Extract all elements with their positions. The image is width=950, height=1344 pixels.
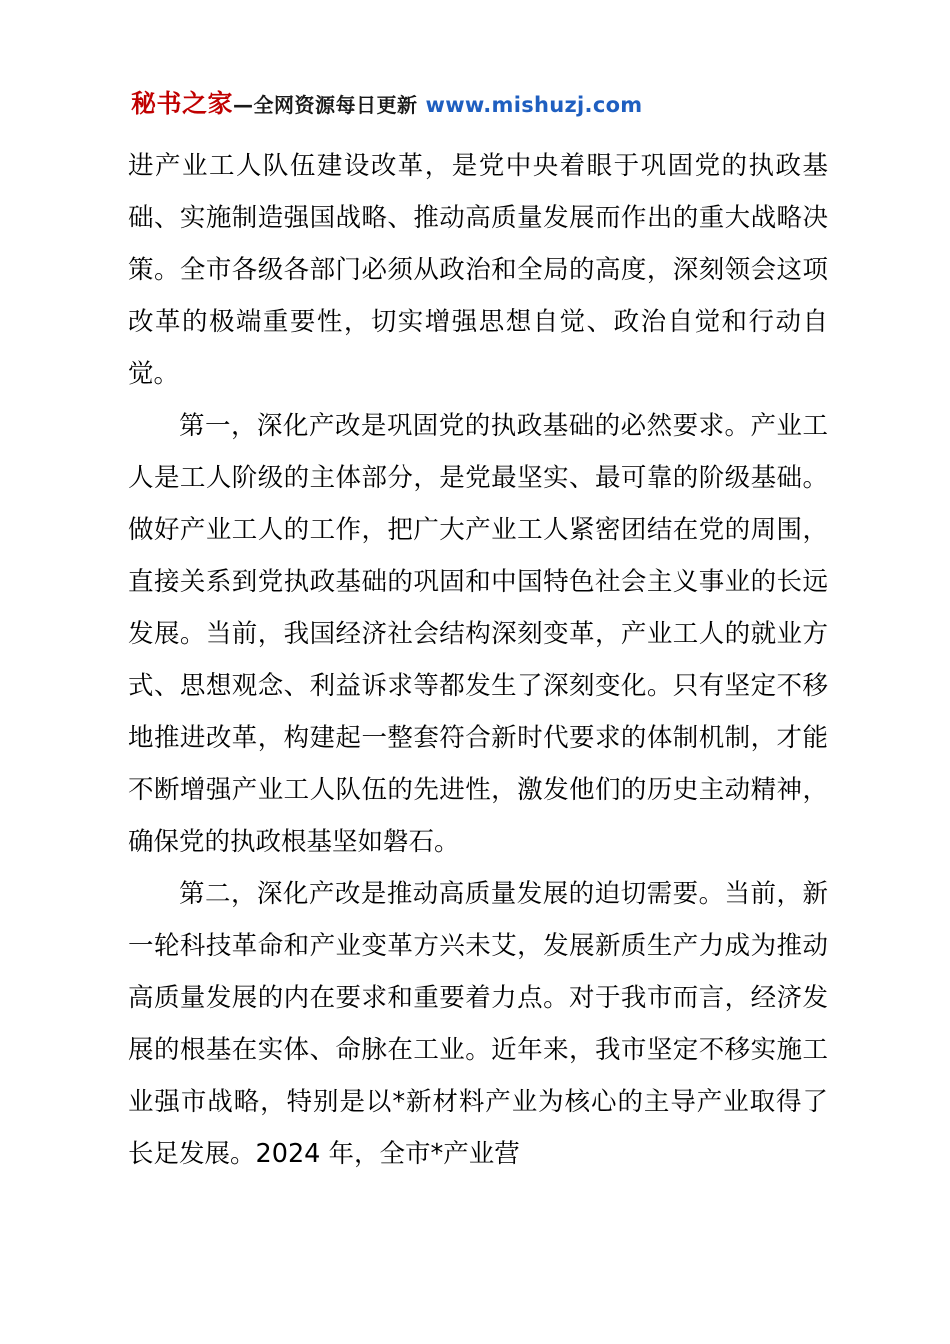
paragraph-2: 第一，深化产改是巩固党的执政基础的必然要求。产业工人是工人阶级的主体部分，是党最坚实、最可靠的阶级基础。做好产业工人的工作，把广大产业工人紧密团结在党的周围，直接关系到党执政基础的巩固和中国特色社会主义事业的长远发展。当前，我国经济社会结构深刻变革，产业工人的就业方式、思想观念、利益诉求等都发生了深刻变化。只有坚定不移地推进改革，构建起一整套符合新时代要求的体制机制，才能不断增强产业工人队伍的先进性，激发他们的历史主动精神，确保党的执政根基坚如磐石。 bbox=[128, 411, 828, 857]
site-watermark-header bbox=[131, 84, 831, 120]
document-body bbox=[128, 140, 828, 1180]
brand-url[interactable]: www.mishuzj.com bbox=[425, 93, 643, 117]
paragraph-3: 第二，深化产改是推动高质量发展的迫切需要。当前，新一轮科技革命和产业变革方兴未艾，发展新质生产力成为推动高质量发展的内在要求和重要着力点。对于我市而言，经济发展的根基在实体、命脉在工业。近年来，我市坚定不移实施工业强市战略，特别是以*新材料产业为核心的主导产业取得了长足发展。2024 年，全市*产业营 bbox=[128, 879, 828, 1169]
brand-tagline: —全网资源每日更新 bbox=[233, 93, 418, 117]
paragraph-1: 进产业工人队伍建设改革，是党中央着眼于巩固党的执政基础、实施制造强国战略、推动高质量发展而作出的重大战略决策。全市各级各部门必须从政治和全局的高度，深刻领会这项改革的极端重要性，切实增强思想自觉、政治自觉和行动自觉。 bbox=[128, 151, 828, 389]
brand-name: 秘书之家 bbox=[131, 89, 234, 118]
